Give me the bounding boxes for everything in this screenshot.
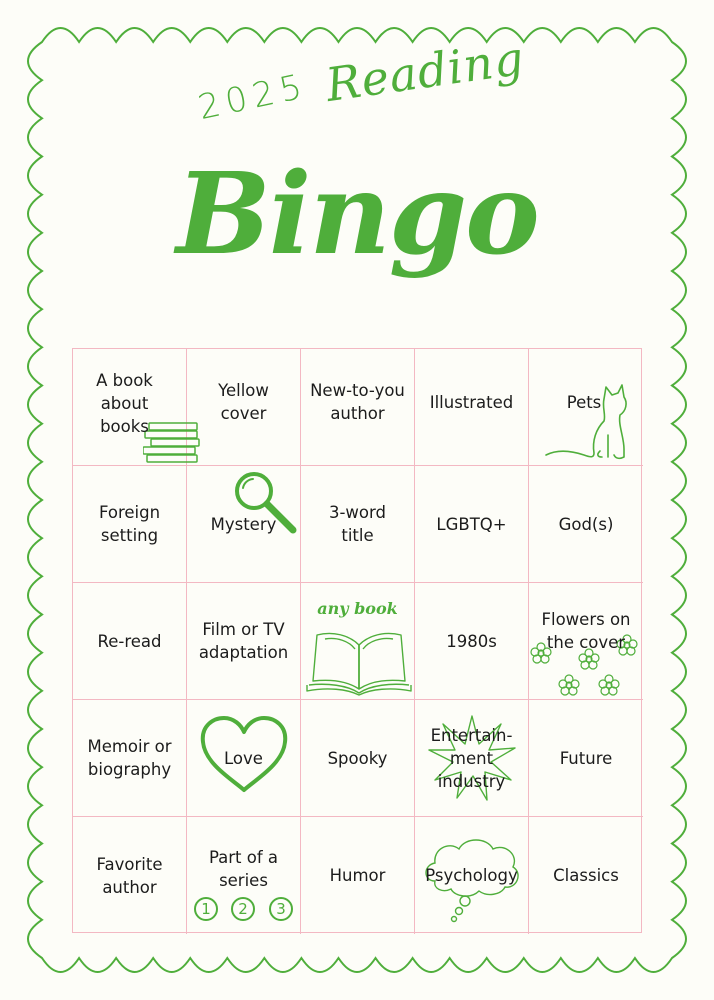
bingo-cell[interactable] xyxy=(187,583,301,700)
number-circle-3: 3 xyxy=(269,897,293,921)
cell-label: Foreign setting xyxy=(98,503,161,545)
bingo-cell-free[interactable] xyxy=(301,583,415,700)
cell-label: 3-word title xyxy=(328,503,386,545)
bingo-cell[interactable] xyxy=(529,466,643,583)
cell-label: A book about books xyxy=(96,370,153,436)
cell-label: New-to-you author xyxy=(310,381,405,423)
open-book-icon xyxy=(303,627,415,697)
number-circle-2: 2 xyxy=(231,897,255,921)
bingo-cell[interactable] xyxy=(529,349,643,466)
number-circle-1: 1 xyxy=(194,897,218,921)
bingo-cell[interactable] xyxy=(301,466,415,583)
cell-label: Re-read xyxy=(97,631,162,651)
bingo-cell[interactable] xyxy=(73,700,187,817)
cell-label: Love xyxy=(224,748,263,768)
cell-label: LGBTQ+ xyxy=(436,514,507,534)
bingo-cell[interactable] xyxy=(187,817,301,934)
cell-label: God(s) xyxy=(558,514,614,534)
cell-label: Pets xyxy=(566,392,602,412)
title-reading: Reading xyxy=(322,30,528,112)
bingo-cell[interactable] xyxy=(301,700,415,817)
cell-label: Part of a series xyxy=(208,847,279,890)
bingo-cell[interactable] xyxy=(73,466,187,583)
bingo-cell[interactable] xyxy=(529,583,643,700)
bingo-cell[interactable] xyxy=(529,700,643,817)
cell-label: Future xyxy=(559,748,613,768)
bingo-cell[interactable] xyxy=(415,466,529,583)
cell-label: Memoir or biography xyxy=(87,737,172,779)
bingo-cell[interactable] xyxy=(415,817,529,934)
cell-label: Classics xyxy=(553,866,619,885)
bingo-cell[interactable] xyxy=(529,817,643,934)
cell-label: Flowers on the cover xyxy=(541,610,631,652)
bingo-cell[interactable] xyxy=(301,817,415,934)
cell-label: Entertain-ment industry xyxy=(430,725,513,791)
bingo-cell[interactable] xyxy=(73,817,187,934)
cell-label: Film or TV adaptation xyxy=(198,620,289,662)
bingo-cell[interactable] xyxy=(73,583,187,700)
cell-label: Humor xyxy=(329,866,386,885)
title-bingo: Bingo xyxy=(176,149,538,280)
cell-label: Illustrated xyxy=(429,392,514,412)
cell-label: Yellow cover xyxy=(218,381,269,423)
free-space-title: any book xyxy=(317,599,398,618)
bingo-cell[interactable] xyxy=(415,349,529,466)
bingo-cell[interactable] xyxy=(415,583,529,700)
bingo-cell[interactable] xyxy=(301,349,415,466)
bingo-cell[interactable] xyxy=(187,466,301,583)
cell-label: Psychology xyxy=(425,866,518,885)
cell-label: Favorite author xyxy=(96,854,163,897)
bingo-board xyxy=(72,348,642,933)
title-year: 2025 xyxy=(194,65,312,128)
cell-label: Mystery xyxy=(210,514,277,534)
bingo-cell[interactable] xyxy=(415,700,529,817)
cell-label: Spooky xyxy=(327,748,388,768)
cell-label: 1980s xyxy=(446,631,497,651)
bingo-cell[interactable] xyxy=(187,700,301,817)
bingo-cell[interactable] xyxy=(73,349,187,466)
